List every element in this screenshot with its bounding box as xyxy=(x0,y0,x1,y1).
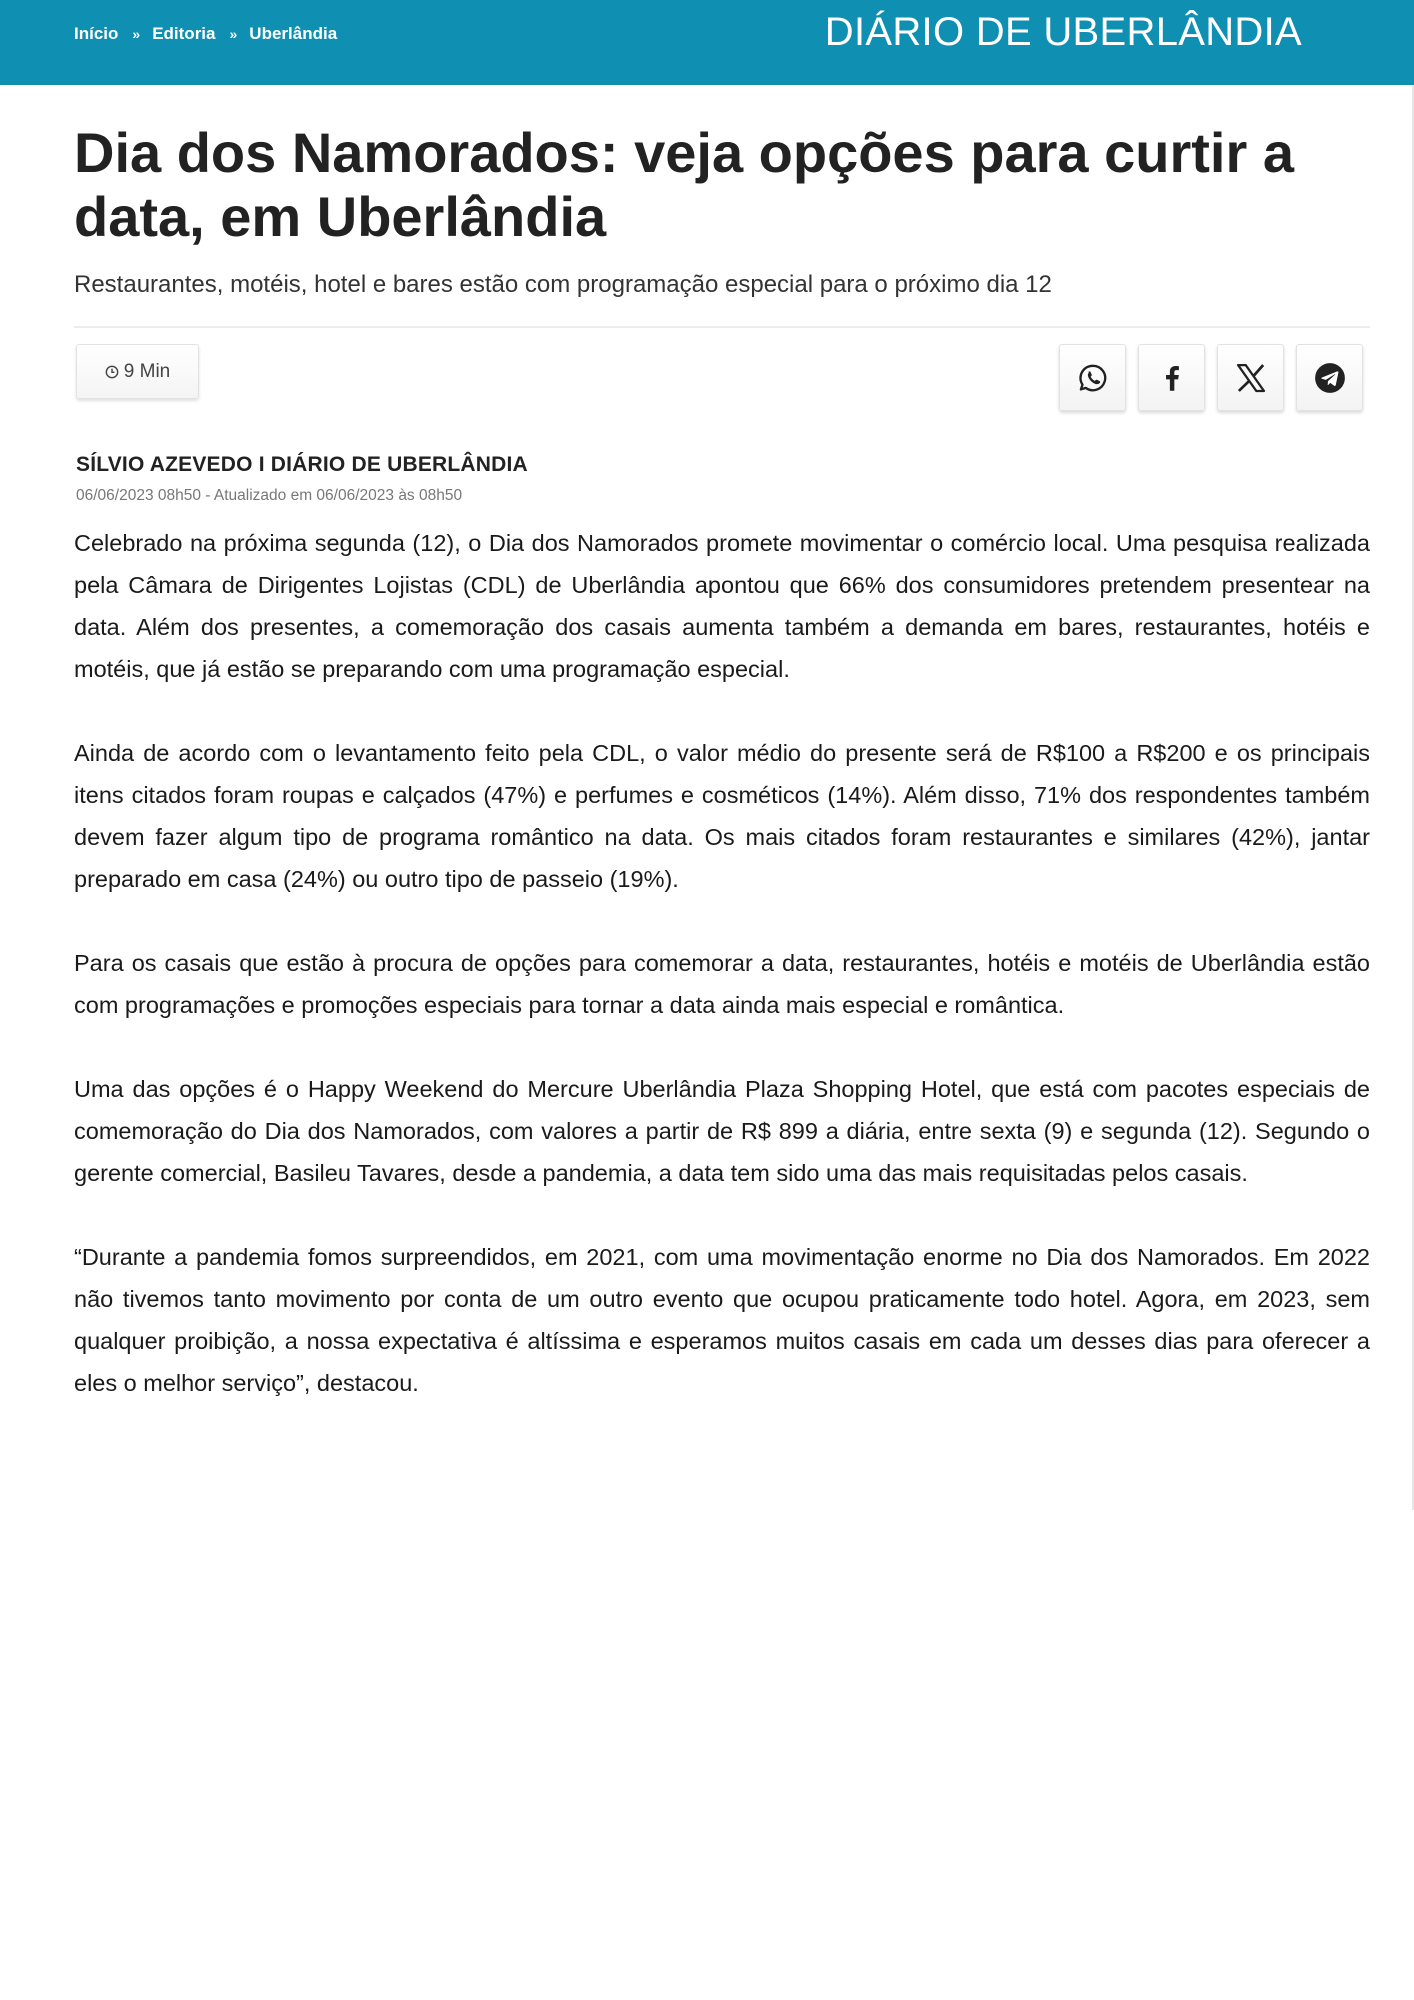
breadcrumb-link-uberlandia[interactable]: Uberlândia xyxy=(249,24,338,43)
article-dateline: 06/06/2023 08h50 - Atualizado em 06/06/2023 às 08h50 xyxy=(76,487,463,504)
article-paragraph: “Durante a pandemia fomos surpreendidos, em 2021, com uma movimentação enorme no Dia dos Namorados. Em 2022 não tivemos tanto movimento por conta de um outro evento que ocupou praticamente todo hotel. Agora, em 2023, sem qualquer proibição, a nossa expectativa é altíssima e esperamos muitos casais em cada um desses dias para oferecer a eles o melhor serviço”, destacou. xyxy=(74,1244,1370,1396)
breadcrumb-link-inicio[interactable]: Início xyxy=(74,24,119,43)
share-whatsapp-button[interactable] xyxy=(1059,344,1126,411)
article-body xyxy=(74,522,1370,1446)
x-icon xyxy=(1233,360,1269,396)
read-time-badge xyxy=(76,344,199,399)
telegram-icon xyxy=(1313,361,1347,395)
top-bar xyxy=(0,0,1414,85)
share-telegram-button[interactable] xyxy=(1296,344,1363,411)
share-buttons xyxy=(1059,344,1363,412)
breadcrumb xyxy=(74,24,337,44)
article-paragraph: Celebrado na próxima segunda (12), o Dia dos Namorados promete movimentar o comércio local. Uma pesquisa realizada pela Câmara de Dirigentes Lojistas (CDL) de Uberlândia apontou que 66% dos consumidores pretendem presentear na data. Além dos presentes, a comemoração dos casais aumenta também a demanda em bares, restaurantes, hotéis e motéis, que já estão se preparando com uma programação especial. xyxy=(74,530,1370,682)
breadcrumb-separator: » xyxy=(132,26,141,42)
article-paragraph: Ainda de acordo com o levantamento feito pela CDL, o valor médio do presente será de R$100 a R$200 e os principais itens citados foram roupas e calçados (47%) e perfumes e cosméticos (14%). Além disso, 71% dos respondentes também devem fazer algum tipo de programa romântico na data. Os mais citados foram restaurantes e similares (42%), jantar preparado em casa (24%) ou outro tipo de passeio (19%). xyxy=(74,740,1370,892)
facebook-icon xyxy=(1155,361,1189,395)
article-author[interactable]: SÍLVIO AZEVEDO I DIÁRIO DE UBERLÂNDIA xyxy=(76,453,528,476)
whatsapp-icon xyxy=(1076,361,1110,395)
site-brand[interactable]: DIÁRIO DE UBERLÂNDIA xyxy=(824,10,1302,54)
share-x-button[interactable] xyxy=(1217,344,1284,411)
clock-icon xyxy=(105,365,119,379)
breadcrumb-separator: » xyxy=(229,26,238,42)
header-divider xyxy=(74,326,1370,328)
breadcrumb-link-editoria[interactable]: Editoria xyxy=(152,24,216,43)
article-subtitle: Restaurantes, motéis, hotel e bares estão com programação especial para o próximo dia 12 xyxy=(74,271,1052,298)
article-title: Dia dos Namorados: veja opções para curtir a data, em Uberlândia xyxy=(74,121,1294,248)
read-time-text: 9 Min xyxy=(123,360,171,382)
article-paragraph: Para os casais que estão à procura de opções para comemorar a data, restaurantes, hotéis e motéis de Uberlândia estão com programações e promoções especiais para tornar a data ainda mais especial e romântica. xyxy=(74,950,1370,1018)
share-facebook-button[interactable] xyxy=(1138,344,1205,411)
article-paragraph: Uma das opções é o Happy Weekend do Mercure Uberlândia Plaza Shopping Hotel, que está com pacotes especiais de comemoração do Dia dos Namorados, com valores a partir de R$ 899 a diária, entre sexta (9) e segunda (12). Segundo o gerente comercial, Basileu Tavares, desde a pandemia, a data tem sido uma das mais requisitadas pelos casais. xyxy=(74,1076,1370,1186)
